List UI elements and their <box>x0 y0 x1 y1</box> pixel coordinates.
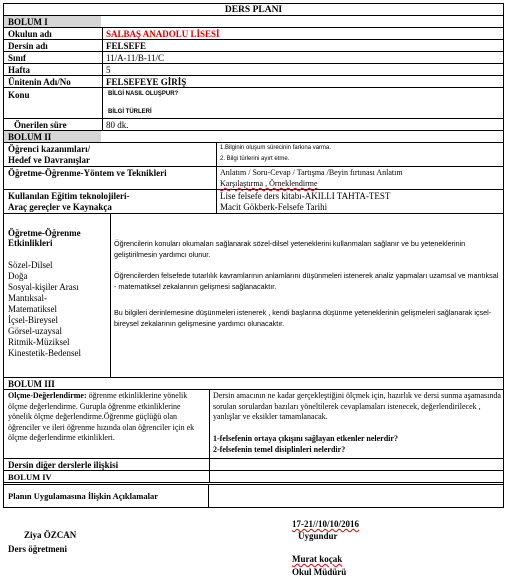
intelligence-item: Sözel-Dilsel <box>8 260 53 270</box>
topic-label: Konu <box>8 90 30 100</box>
activities-title-line-1: Öğretme-Öğrenme <box>8 228 81 238</box>
intelligence-item: Kinestetik-Bedensel <box>8 348 81 358</box>
unit-label: Ünitenin Adı/No <box>8 77 71 87</box>
resources-line-2: Macit Gökberk-Felsefe Tarihi <box>220 202 328 212</box>
activity-paragraph-1: Öğrencilerin konuları okumaları sağlanarak sözel-dilsel yeteneklerini kullanmaları sağlanır ve bu yeteneklerinin geliştirilmesin yardımcı olunur. <box>114 239 466 259</box>
lesson-plan-table <box>3 3 504 501</box>
resources-line-1: Lise felsefe ders kitabı-AKILLI TAHTA-TEST <box>220 191 391 201</box>
teacher-title: Ders öğretmeni <box>8 544 68 554</box>
activity-paragraph-3: Bu bilgileri derinlemesine düşünmeleri istenerek , kendi başlarına düşünme yeteneklerinin gelişmeleri sağlanarak içsel-bireysel zekalarının gelişmesine yardımcı olunacaktır. <box>114 308 492 328</box>
course-label: Dersin adı <box>8 41 48 51</box>
methods-label: Öğretme-Öğrenme-Yöntem ve Teknikleri <box>8 168 167 178</box>
objective-item-1: 1.Bilginin oluşum sürecinin farkına varma. <box>220 145 332 151</box>
assessment-description: öğrenme etkinliklerine yönelik ölçme değerlendirme. Gurupla öğrenme etkinliklerine yönelik ölçme değerlendirme.Öğrenme güçlüğü olan öğrenciler ve ileri öğrenme hızında olan öğrenciler için ek ölçme değerlendirme etkinlikleri. <box>8 391 195 442</box>
activity-paragraph-2: Öğrencilerden felsefede tutarlılık kavramlarının anlamlarını düşünmeleri istenerek analiz yapmaları uzamsal ve mantıksal - matematiksel zekalarının gelişmesi sağlanacaktır. <box>114 271 499 291</box>
duration-value: 80 dk. <box>106 120 129 130</box>
class-value: 11/A-11/B-11/C <box>106 53 164 63</box>
relations-label: Dersin diğer derslerle ilişkisi <box>8 460 119 470</box>
activities-title-line-2: Etkinlikleri <box>8 238 53 248</box>
resources-label-line-2: Araç gereçler ve Kaynakça <box>8 202 112 212</box>
section-heading-bolum-3: BOLUM III <box>8 379 55 389</box>
assessment-left-text <box>8 391 206 444</box>
methods-line-1: Anlatım / Soru-Cevap / Tartışma /Beyin fırtınası Anlatım <box>220 168 403 177</box>
class-label: Sınıf <box>8 53 27 63</box>
topic-line-2: BİLGİ TÜRLERİ <box>108 109 152 115</box>
assessment-label: Olçme-Değerlendirme: <box>8 391 87 400</box>
approval-date: 17-21//10/10/2016 <box>292 519 359 529</box>
intelligence-item: Görsel-uzaysal <box>8 326 62 336</box>
objectives-label-line-1: Öğrenci kazanımları/ <box>8 144 91 154</box>
principal-name: Murat koçak <box>292 554 343 564</box>
course-value: FELSEFE <box>106 41 147 51</box>
objectives-label-line-2: Hedef ve Davranışlar <box>8 155 90 165</box>
week-value: 5 <box>106 65 111 75</box>
school-label: Okulun adı <box>8 29 52 39</box>
question-1: 1-felsefenin ortaya çıkışını sağlayan etkenler nelerdir? <box>213 434 398 443</box>
intelligence-item: Mantıksal- <box>8 293 47 303</box>
implementation-notes-label: Planın Uygulamasına İlişkin Açıklamalar <box>8 491 158 501</box>
school-value: SALBAŞ ANADOLU LİSESİ <box>106 29 220 39</box>
principal-title: Okul Müdürü <box>292 567 347 577</box>
section-heading-bolum-2: BOLUM II <box>8 132 52 142</box>
section-heading-bolum-4: BOLUM IV <box>8 472 52 482</box>
approval-status: Uygundur <box>298 531 338 541</box>
intelligence-item: Doğa <box>8 271 28 281</box>
page-title: DERS PLANI <box>224 5 283 15</box>
resources-label-line-1: Kullanılan Eğitim teknolojileri- <box>8 191 130 201</box>
intelligence-item: Sosyal-kişiler Arası <box>8 282 79 292</box>
teacher-name: Ziya ÖZCAN <box>24 530 77 540</box>
question-2: 2-felsefenin temel disiplinleri nelerdir? <box>213 445 346 454</box>
duration-label: Önerilen süre <box>14 120 67 130</box>
unit-value: FELSEFEYE GİRİŞ <box>106 77 187 87</box>
assessment-right-text: Dersin amacının ne kadar gerçekleştiğini ölçmek için, hazırlık ve dersi sunma aşamasında sorulan sorulardan bazıları yöneltilerek cevaplamaları istenecek, değerlendirilecek , yanlışlar ve eksikler tamamlanacak. <box>213 391 501 421</box>
week-label: Hafta <box>8 65 30 75</box>
intelligence-item: Ritmik-Müziksel <box>8 337 70 347</box>
topic-line-1: BİLGİ NASIL OLUŞPUR? <box>108 91 179 97</box>
section-heading-bolum-1: BOLUM I <box>8 17 48 27</box>
intelligence-item: Matematiksel <box>8 304 57 314</box>
objective-item-2: 2. Bilgi türlerini ayırt etme. <box>220 156 290 162</box>
intelligence-item: İçsel-Bireysel <box>8 315 58 325</box>
methods-line-2: Karşılaştırma , Örneklendirme <box>220 179 318 188</box>
